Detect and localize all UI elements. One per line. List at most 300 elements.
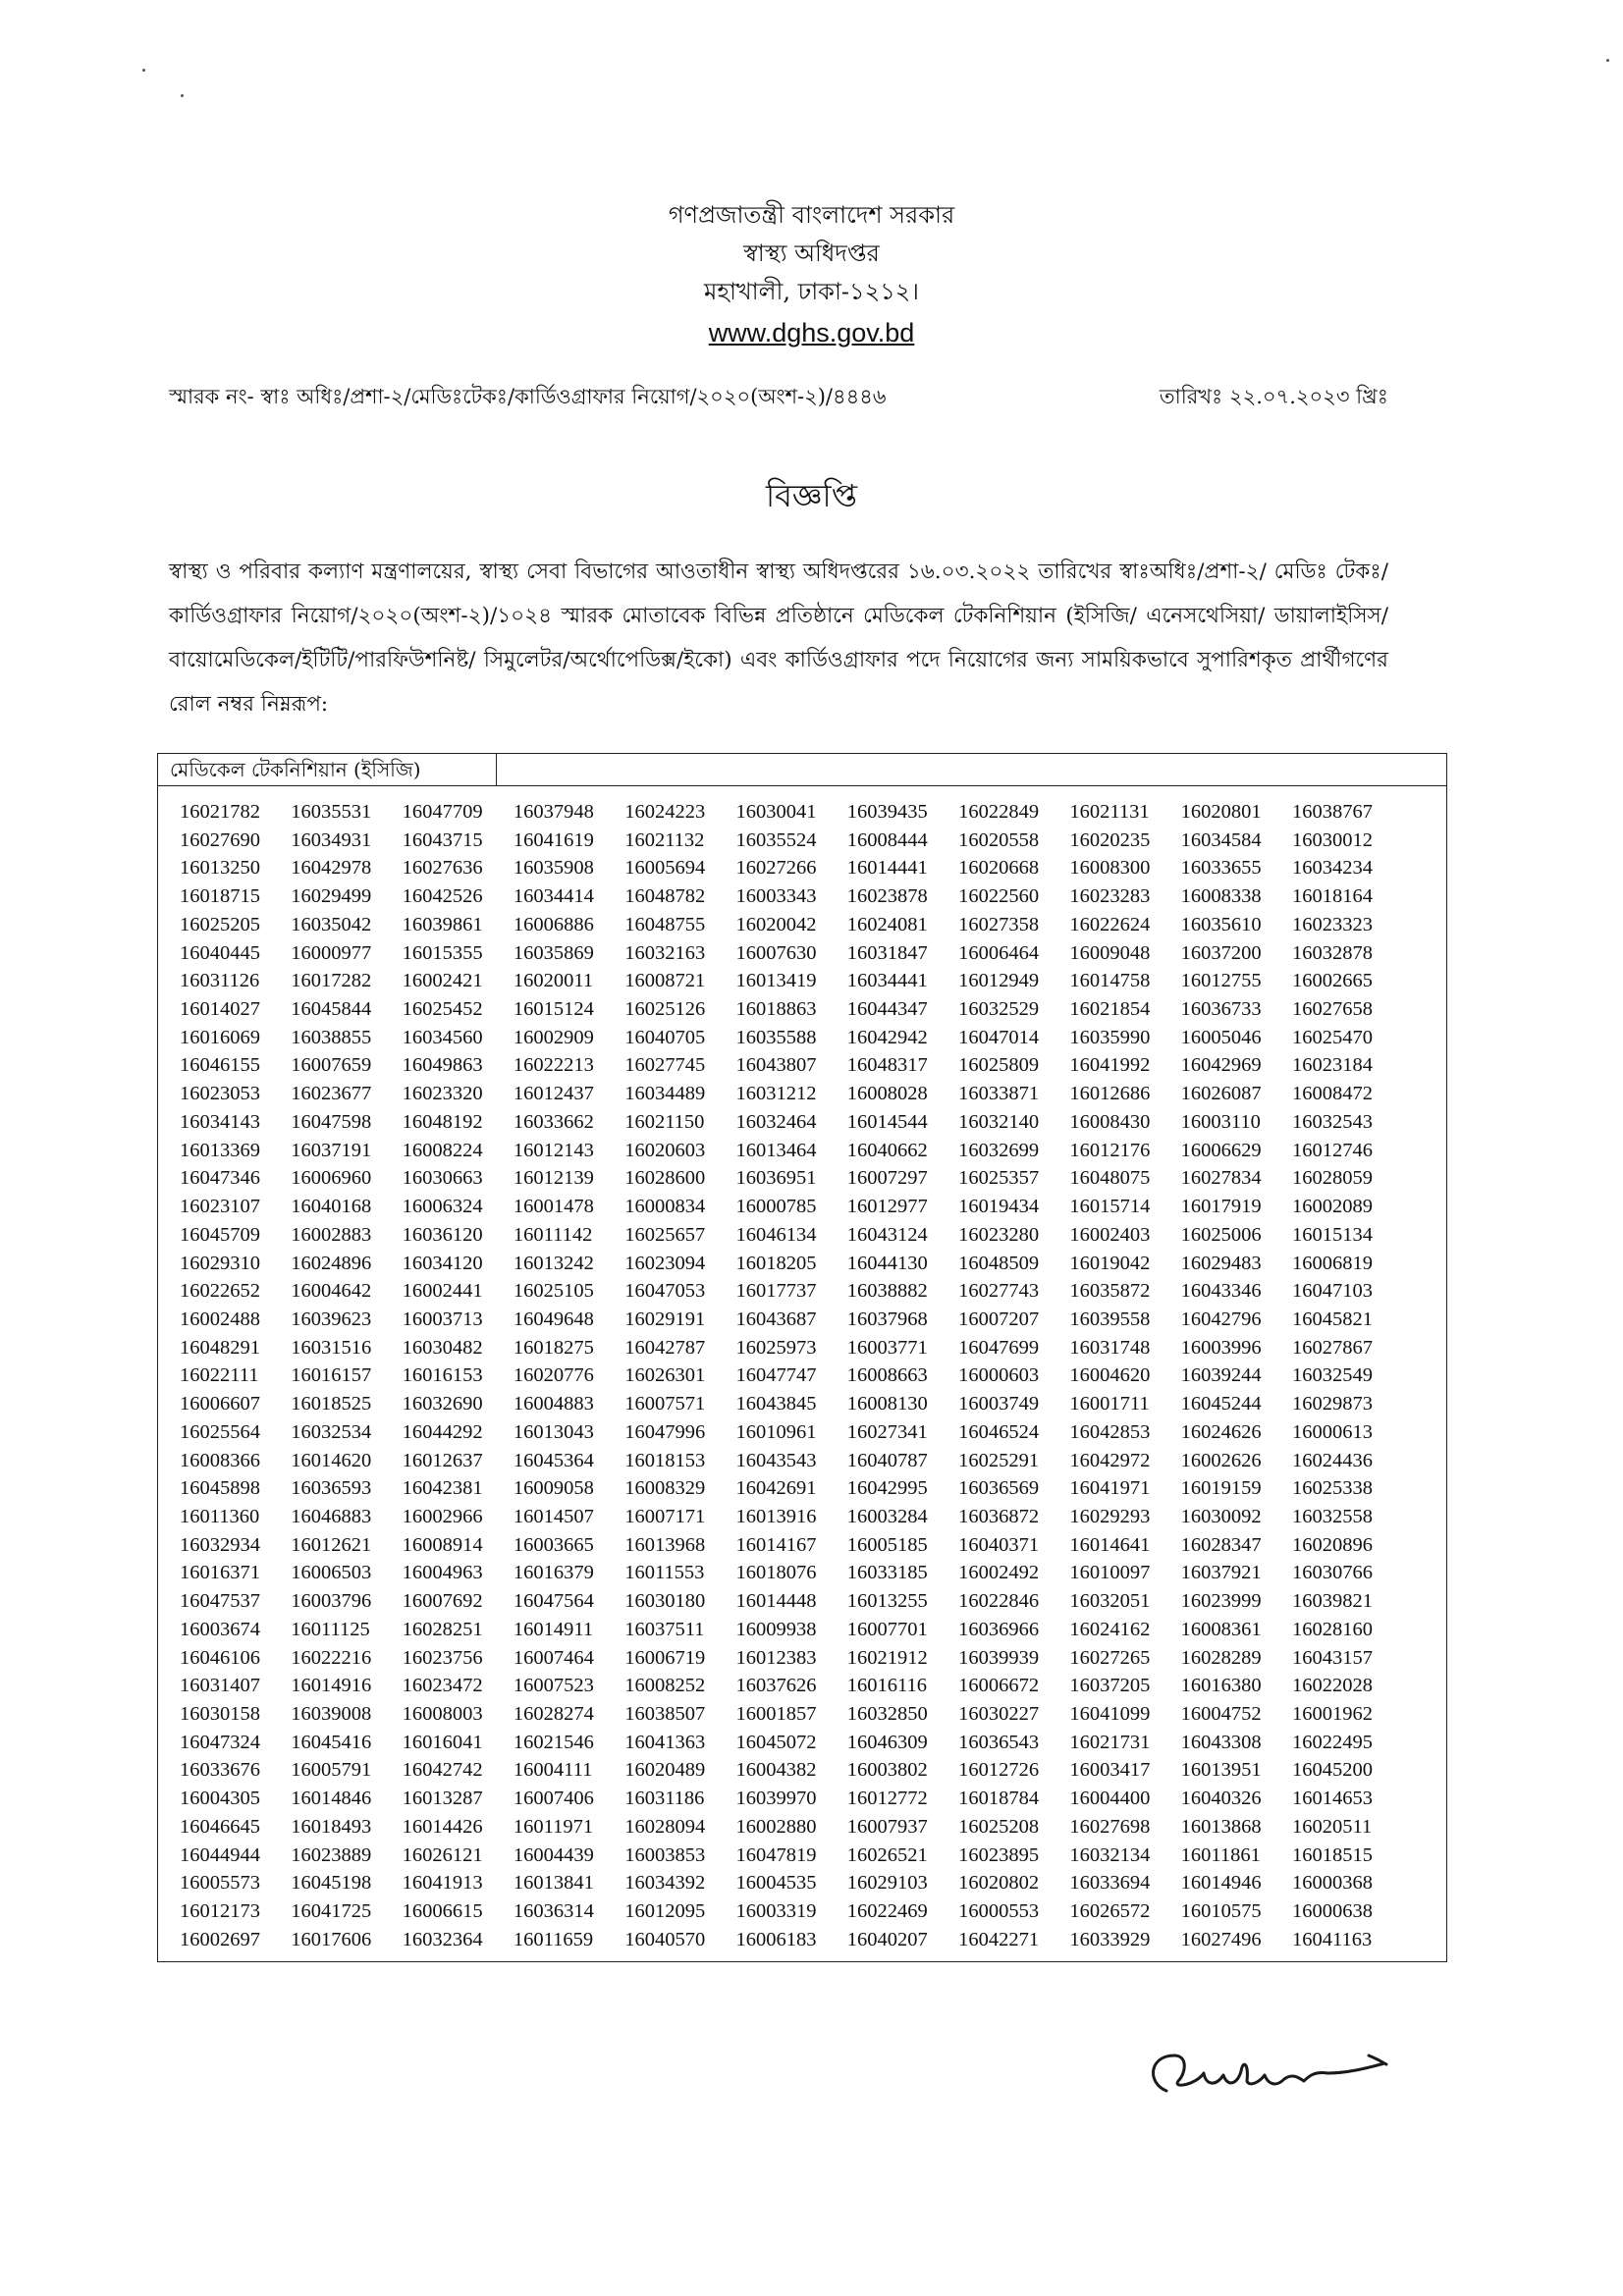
roll-number: 16040787 [846,1449,928,1471]
roll-number: 16039861 [402,913,483,935]
roll-number: 16022495 [1291,1731,1373,1753]
roll-number: 16012949 [958,970,1040,992]
roll-number: 16025657 [624,1223,706,1246]
roll-number: 16034392 [624,1872,706,1895]
roll-number: 16044130 [846,1252,928,1274]
roll-number: 16014507 [513,1505,594,1527]
roll-number: 16029293 [1069,1505,1151,1527]
roll-number: 16006960 [291,1167,372,1190]
roll-number: 16014620 [291,1449,372,1471]
roll-number: 16029873 [1291,1393,1373,1415]
roll-number: 16036966 [958,1618,1040,1640]
roll-number: 16003665 [513,1533,594,1556]
roll-number: 16016041 [402,1731,483,1753]
roll-number: 16007571 [624,1393,706,1415]
roll-number: 16026121 [402,1843,483,1866]
roll-number: 16047014 [958,1026,1040,1048]
roll-number: 16036593 [291,1477,372,1500]
roll-number: 16008224 [402,1139,483,1161]
roll-number: 16023895 [958,1843,1040,1866]
roll-number: 16006324 [402,1196,483,1218]
roll-number: 16036120 [402,1223,483,1246]
roll-number: 16001711 [1069,1393,1150,1415]
table-row [180,1672,1403,1700]
roll-number: 16006464 [958,941,1040,964]
roll-number: 16018715 [180,885,260,908]
table-row [180,1700,1403,1729]
roll-number: 16022560 [958,885,1040,908]
roll-number: 16047053 [624,1280,706,1303]
roll-number: 16002883 [291,1223,372,1246]
roll-number: 16035869 [513,941,594,964]
roll-number: 16004642 [291,1280,372,1303]
roll-number: 16023677 [291,1083,372,1105]
roll-number: 16024896 [291,1252,372,1274]
table-row [180,1447,1403,1475]
roll-number: 16042942 [846,1026,928,1048]
table-divider [497,785,1446,786]
department-name: স্বাস্থ্য অধিদপ্তর [743,240,880,267]
table-row [180,1897,1403,1926]
table-row [180,1221,1403,1250]
roll-number: 16003749 [958,1393,1040,1415]
table-row [180,1137,1403,1165]
roll-number: 16030158 [180,1703,260,1725]
roll-number: 16005573 [180,1872,260,1895]
roll-number: 16020011 [513,970,594,992]
roll-number: 16042271 [958,1928,1040,1950]
roll-number-table [157,753,1447,1962]
roll-number: 16024081 [846,913,928,935]
roll-number: 16047537 [180,1590,260,1613]
roll-number: 16020776 [513,1364,594,1387]
roll-number: 16016371 [180,1562,260,1584]
roll-number: 16043807 [735,1054,817,1077]
roll-number: 16004111 [513,1759,593,1782]
roll-number: 16028251 [402,1618,483,1640]
roll-number: 16012383 [735,1646,817,1669]
roll-number: 16023756 [402,1646,483,1669]
roll-number: 16012173 [180,1900,260,1923]
roll-number: 16045709 [180,1223,260,1246]
roll-number: 16008300 [1069,857,1151,880]
roll-number: 16029483 [1180,1252,1262,1274]
roll-number: 16009938 [735,1618,817,1640]
roll-number: 16016153 [402,1364,483,1387]
roll-number: 16014426 [402,1815,483,1838]
roll-number: 16037968 [846,1308,928,1330]
roll-number: 16021912 [846,1646,928,1669]
roll-number: 16012095 [624,1900,706,1923]
roll-number: 16003343 [735,885,817,908]
roll-number: 16038767 [1291,801,1373,823]
roll-number: 16014641 [1069,1533,1151,1556]
roll-number: 16019434 [958,1196,1040,1218]
roll-number: 16047996 [624,1420,706,1443]
roll-number: 16013419 [735,970,817,992]
roll-number: 16007630 [735,941,817,964]
roll-number: 16004752 [1180,1703,1262,1725]
roll-number: 16020489 [624,1759,706,1782]
roll-number: 16023283 [1069,885,1151,908]
roll-number: 16022846 [958,1590,1040,1613]
roll-number: 16017282 [291,970,372,992]
roll-number: 16002880 [735,1815,817,1838]
roll-number: 16028347 [1180,1533,1262,1556]
roll-number: 16023878 [846,885,928,908]
roll-number: 16003110 [1180,1110,1261,1133]
roll-number: 16032543 [1291,1110,1373,1133]
roll-number: 16041619 [513,828,594,851]
roll-number: 16025809 [958,1054,1040,1077]
roll-number: 16012139 [513,1167,594,1190]
roll-number: 16031516 [291,1336,372,1359]
roll-number: 16027690 [180,828,260,851]
roll-number: 16020896 [1291,1533,1373,1556]
roll-number: 16040326 [1180,1788,1262,1810]
roll-number: 16000613 [1291,1420,1373,1443]
roll-number: 16000638 [1291,1900,1373,1923]
roll-number: 16018205 [735,1252,817,1274]
roll-number: 16013868 [1180,1815,1262,1838]
roll-number: 16040662 [846,1139,928,1161]
roll-number: 16008028 [846,1083,928,1105]
roll-number: 16027658 [1291,998,1373,1021]
roll-number: 16005046 [1180,1026,1262,1048]
roll-number: 16043715 [402,828,483,851]
roll-number: 16022213 [513,1054,594,1077]
roll-number: 16039558 [1069,1308,1151,1330]
roll-number: 16047564 [513,1590,594,1613]
roll-number: 16047699 [958,1336,1040,1359]
roll-number: 16043308 [1180,1731,1262,1753]
roll-number: 16035610 [1180,913,1262,935]
roll-number: 16007297 [846,1167,928,1190]
roll-number: 16018525 [291,1393,372,1415]
scan-speck [181,94,184,97]
roll-number: 16020802 [958,1872,1040,1895]
roll-number: 16032934 [180,1533,260,1556]
roll-number: 16041163 [1291,1928,1373,1950]
roll-number: 16013841 [513,1872,594,1895]
roll-number: 16027265 [1069,1646,1151,1669]
roll-number: 16023889 [291,1843,372,1866]
roll-number: 16014448 [735,1590,817,1613]
table-row [180,1108,1403,1137]
roll-number: 16021546 [513,1731,594,1753]
roll-number: 16039939 [958,1646,1040,1669]
roll-number: 16032699 [958,1139,1040,1161]
table-caption: মেডিকেল টেকনিশিয়ান (ইসিজি) [158,754,497,786]
roll-number: 16002665 [1291,970,1373,992]
table-row [180,1926,1403,1954]
roll-number: 16006615 [402,1900,483,1923]
roll-number: 16034560 [402,1026,483,1048]
roll-number: 16007937 [846,1815,928,1838]
roll-number: 16028094 [624,1815,706,1838]
roll-number: 16006719 [624,1646,706,1669]
roll-number: 16012437 [513,1083,594,1105]
roll-number: 16034584 [1180,828,1262,851]
letterhead [0,196,1623,354]
roll-number: 16014911 [513,1618,594,1640]
table-row [180,1334,1403,1362]
roll-number: 16008252 [624,1675,706,1697]
roll-number: 16004620 [1069,1364,1151,1387]
roll-number: 16029191 [624,1308,706,1330]
roll-number: 16040371 [958,1533,1040,1556]
roll-number: 16013968 [624,1533,706,1556]
office-address: মহাখালী, ঢাকা-১২১২। [704,278,919,305]
roll-number: 16003853 [624,1843,706,1866]
roll-number: 16024162 [1069,1618,1151,1640]
roll-number: 16031126 [180,970,260,992]
roll-number: 16034489 [624,1083,706,1105]
roll-number: 16039623 [291,1308,372,1330]
roll-number: 16043124 [846,1223,928,1246]
roll-number: 16034120 [402,1252,483,1274]
government-name: গণপ্রজাতন্ত্রী বাংলাদেশ সরকার [668,201,955,229]
roll-number: 16027743 [958,1280,1040,1303]
roll-number: 16022028 [1291,1675,1373,1697]
roll-number: 16012772 [846,1788,928,1810]
roll-number: 16002966 [402,1505,483,1527]
roll-number: 16032534 [291,1420,372,1443]
roll-number: 16033929 [1069,1928,1151,1950]
roll-number: 16036543 [958,1731,1040,1753]
roll-number: 16030482 [402,1336,483,1359]
roll-number: 16005694 [624,857,706,880]
roll-number: 16041971 [1069,1477,1151,1500]
roll-number: 16042787 [624,1336,706,1359]
roll-number: 16003713 [402,1308,483,1330]
roll-number: 16048755 [624,913,706,935]
roll-number: 16004305 [180,1788,260,1810]
roll-number: 16013916 [735,1505,817,1527]
table-row [180,882,1403,911]
roll-number: 16033662 [513,1110,594,1133]
roll-number: 16028600 [624,1167,706,1190]
roll-number: 16016069 [180,1026,260,1048]
roll-number: 16042978 [291,857,372,880]
roll-number: 16024436 [1291,1449,1373,1471]
roll-number: 16018076 [735,1562,817,1584]
roll-number: 16040570 [624,1928,706,1950]
roll-number: 16038882 [846,1280,928,1303]
roll-number: 16045844 [291,998,372,1021]
roll-number: 16018275 [513,1336,594,1359]
roll-number: 16022624 [1069,913,1151,935]
table-row [180,995,1403,1024]
roll-number: 16028059 [1291,1167,1373,1190]
roll-number: 16043543 [735,1449,817,1471]
table-row [180,1587,1403,1616]
roll-number: 16018164 [1291,885,1373,908]
table-row [180,827,1403,855]
roll-number: 16042969 [1180,1054,1262,1077]
roll-number: 16023323 [1291,913,1373,935]
roll-number: 16042796 [1180,1308,1262,1330]
roll-number: 16001478 [513,1196,594,1218]
roll-number: 16037205 [1069,1675,1151,1697]
roll-number: 16018784 [958,1788,1040,1810]
roll-number: 16006886 [513,913,594,935]
roll-number: 16040445 [180,941,260,964]
roll-number: 16026301 [624,1364,706,1387]
roll-number: 16035908 [513,857,594,880]
roll-number: 16041992 [1069,1054,1151,1077]
roll-number: 16025205 [180,913,260,935]
roll-number: 16037511 [624,1618,705,1640]
roll-number: 16015355 [402,941,483,964]
roll-number: 16021782 [180,801,260,823]
website-link[interactable]: www.dghs.gov.bd [708,318,915,347]
roll-number: 16042995 [846,1477,928,1500]
roll-number: 16049648 [513,1308,594,1330]
roll-number: 16044944 [180,1843,260,1866]
table-row [180,1164,1403,1193]
table-row [180,1785,1403,1813]
roll-number: 16014653 [1291,1788,1373,1810]
roll-number: 16022216 [291,1646,372,1669]
roll-number: 16007523 [513,1675,594,1697]
roll-number: 16039821 [1291,1590,1373,1613]
roll-number: 16013287 [402,1788,483,1810]
table-row [180,967,1403,995]
roll-number: 16036314 [513,1900,594,1923]
roll-number: 16033676 [180,1759,260,1782]
roll-number: 16031847 [846,941,928,964]
roll-number: 16027834 [1180,1167,1262,1190]
roll-number: 16012621 [291,1533,372,1556]
table-row [180,798,1403,827]
roll-number: 16003284 [846,1505,928,1527]
roll-number: 16027358 [958,913,1040,935]
roll-number: 16012977 [846,1196,928,1218]
roll-number: 16007171 [624,1505,706,1527]
roll-number: 16017919 [1180,1196,1262,1218]
roll-number: 16045072 [735,1731,817,1753]
roll-number: 16006607 [180,1393,260,1415]
roll-number: 16002492 [958,1562,1040,1584]
roll-number: 16025452 [402,998,483,1021]
roll-number: 16000977 [291,941,372,964]
roll-number: 16043845 [735,1393,817,1415]
table-row [180,1306,1403,1334]
roll-number: 16000553 [958,1900,1040,1923]
roll-number: 16013043 [513,1420,594,1443]
table-row [180,1503,1403,1531]
roll-number: 16008366 [180,1449,260,1471]
roll-number: 16046645 [180,1815,260,1838]
roll-number: 16030012 [1291,828,1373,851]
roll-number: 16002089 [1291,1196,1373,1218]
roll-number: 16035042 [291,913,372,935]
roll-number: 16021132 [624,828,705,851]
roll-number: 16042381 [402,1477,483,1500]
roll-number: 16009058 [513,1477,594,1500]
memo-date: তারিখঃ ২২.০৭.২০২৩ খ্রিঃ [1159,385,1388,408]
roll-number: 16030041 [735,801,817,823]
roll-number: 16043687 [735,1308,817,1330]
roll-number: 16009048 [1069,941,1151,964]
roll-number: 16032364 [402,1928,483,1950]
roll-number: 16008472 [1291,1083,1373,1105]
roll-number: 16040207 [846,1928,928,1950]
roll-number: 16004883 [513,1393,594,1415]
roll-number: 16042972 [1069,1449,1151,1471]
roll-number: 16048317 [846,1054,928,1077]
roll-number: 16031748 [1069,1336,1151,1359]
roll-number: 16014916 [291,1675,372,1697]
roll-number: 16025338 [1291,1477,1373,1500]
scan-speck [1606,59,1609,62]
roll-number: 16029499 [291,885,372,908]
roll-number: 16046106 [180,1646,260,1669]
roll-number: 16003417 [1069,1759,1151,1782]
roll-number: 16047747 [735,1364,817,1387]
table-row [180,1390,1403,1418]
roll-number: 16032878 [1291,941,1373,964]
roll-number: 16016157 [291,1364,372,1387]
roll-number: 16031407 [180,1675,260,1697]
roll-number: 16047103 [1291,1280,1373,1303]
roll-number: 16027745 [624,1054,706,1077]
roll-number: 16013242 [513,1252,594,1274]
roll-number: 16028289 [1180,1646,1262,1669]
table-row [180,1813,1403,1842]
roll-number: 16017737 [735,1280,817,1303]
roll-number: 16045416 [291,1731,372,1753]
roll-number: 16015124 [513,998,594,1021]
roll-number: 16011553 [624,1562,705,1584]
roll-number: 16032464 [735,1110,817,1133]
roll-number: 16012726 [958,1759,1040,1782]
roll-number: 16007659 [291,1054,372,1077]
roll-number: 16037921 [1180,1562,1262,1584]
roll-number: 16032134 [1069,1843,1151,1866]
roll-number: 16023107 [180,1196,260,1218]
roll-number: 16040168 [291,1196,372,1218]
roll-number: 16035872 [1069,1280,1151,1303]
roll-number: 16025105 [513,1280,594,1303]
table-row [180,1362,1403,1390]
roll-number: 16046524 [958,1420,1040,1443]
roll-number: 16008338 [1180,885,1262,908]
roll-number: 16020801 [1180,801,1262,823]
roll-number: 16028274 [513,1703,594,1725]
roll-number: 16022111 [180,1364,259,1387]
roll-number: 16023280 [958,1223,1040,1246]
roll-number: 16027867 [1291,1336,1373,1359]
roll-number: 16012686 [1069,1083,1151,1105]
roll-number: 16018515 [1291,1843,1373,1866]
roll-number: 16013250 [180,857,260,880]
roll-number: 16002488 [180,1308,260,1330]
roll-number-grid [180,798,1403,1953]
roll-number: 16012746 [1291,1139,1373,1161]
roll-number: 16013369 [180,1139,260,1161]
roll-number: 16025006 [1180,1223,1262,1246]
roll-number: 16006672 [958,1675,1040,1697]
table-row [180,1277,1403,1306]
roll-number: 16008329 [624,1477,706,1500]
roll-number: 16048075 [1069,1167,1151,1190]
roll-number: 16037948 [513,801,594,823]
roll-number: 16001962 [1291,1703,1373,1725]
table-row [180,1729,1403,1757]
memo-number: স্মারক নং- স্বাঃ অধিঃ/প্রশা-২/মেডিঃটেকঃ/কার্ডিওগ্রাফার নিয়োগ/২০২০(অংশ-২)/৪৪৪৬ [169,385,887,408]
